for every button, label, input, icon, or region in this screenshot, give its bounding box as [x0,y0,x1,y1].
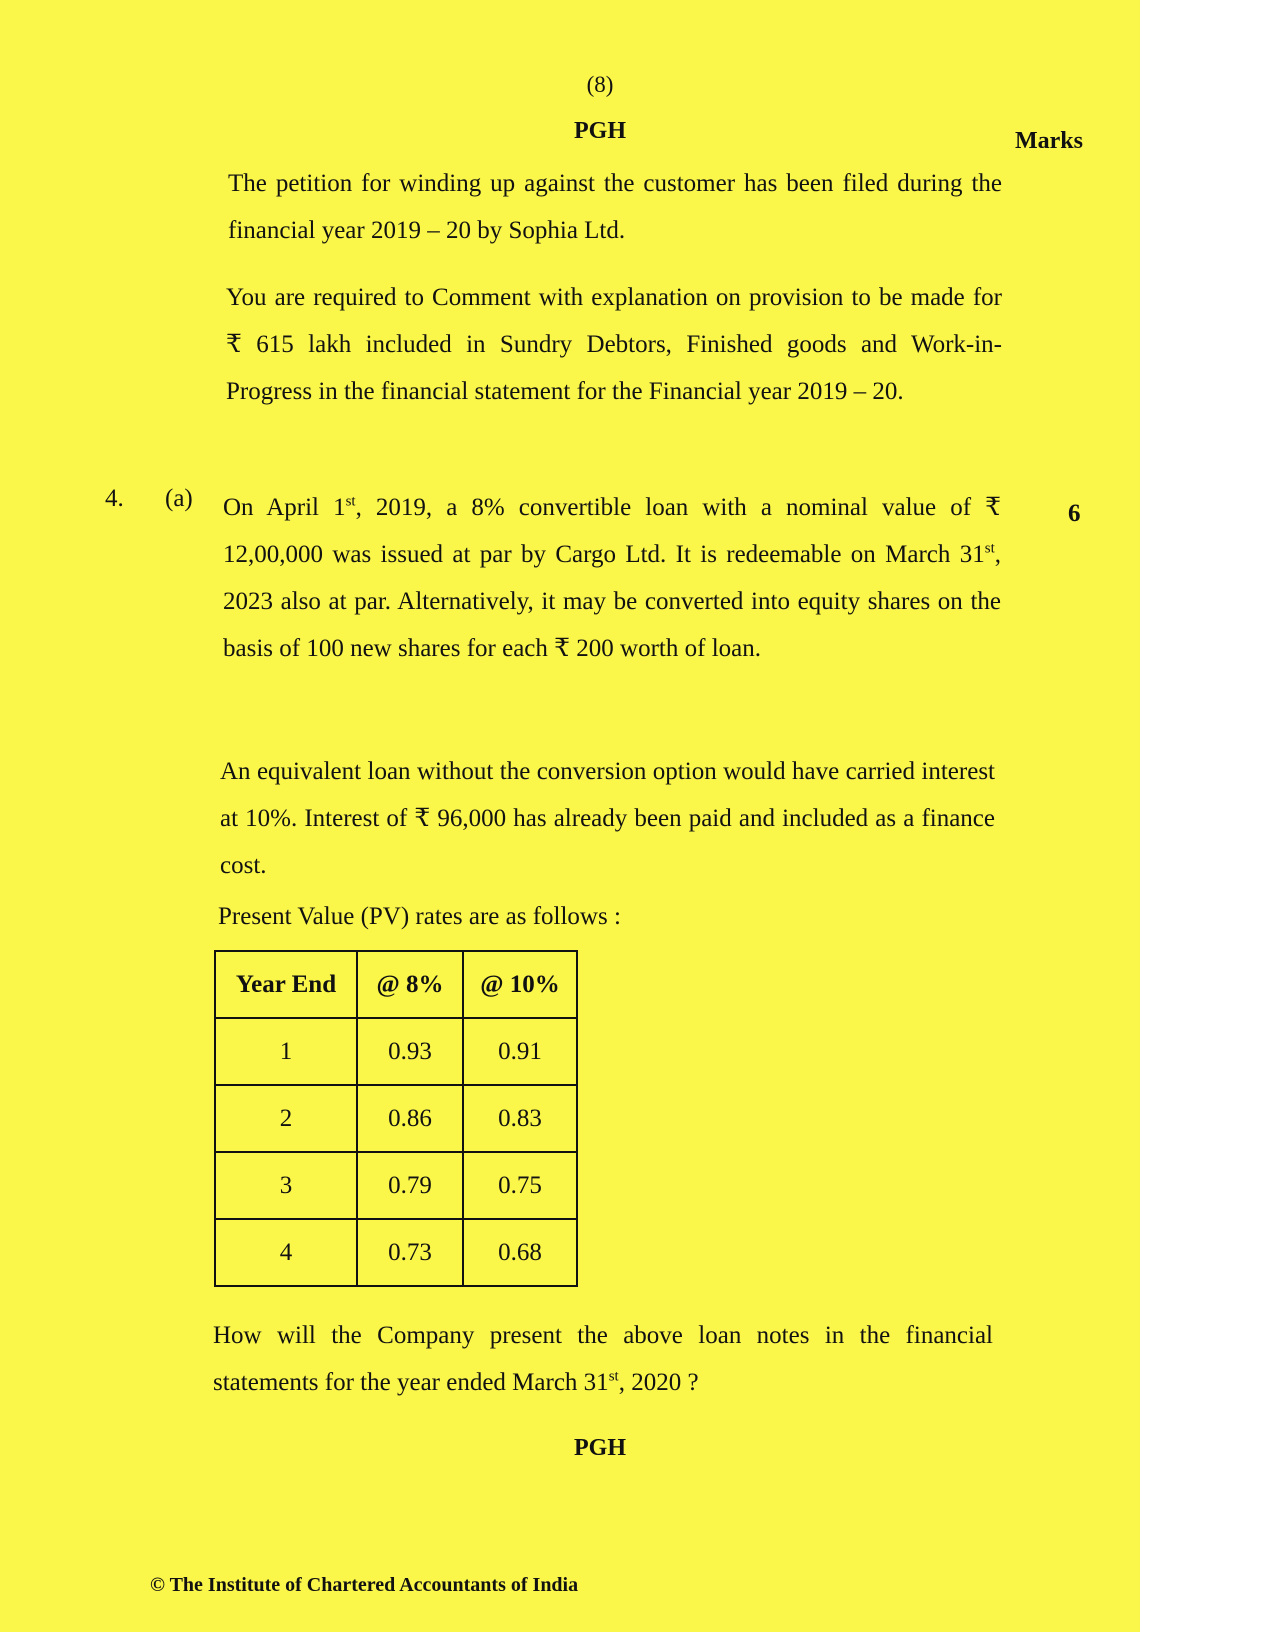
rate-8-cell: 0.73 [357,1219,463,1286]
column-header-year-end: Year End [215,951,357,1018]
question-paragraph-1 [223,484,1001,672]
pv-rates-table [214,950,578,1287]
marks-column-heading: Marks [1015,128,1083,154]
ordinal-suffix: st [984,540,995,557]
continuation-paragraph-1: The petition for winding up against the customer has been filed during the financial year 2019 – 20 by Sophia Ltd. [228,170,1002,244]
question-text-segment: , 2019, a 8% convertible loan with a nominal value of ₹ 12,00,000 was issued at par by Cargo Ltd. It is redeemable on March 31 [223,494,1002,568]
rate-10-cell: 0.91 [463,1018,577,1085]
year-cell: 3 [215,1152,357,1219]
table-row [215,1085,577,1152]
year-cell: 2 [215,1085,357,1152]
table-row [215,1219,577,1286]
rate-10-cell: 0.68 [463,1219,577,1286]
year-cell: 1 [215,1018,357,1085]
copyright-notice: © The Institute of Chartered Accountants of India [150,1574,579,1596]
rate-8-cell: 0.93 [357,1018,463,1085]
table-row [215,1018,577,1085]
question-part: (a) [165,485,193,512]
question-text-segment: On April 1 [223,494,346,521]
question-number: 4. [105,485,124,512]
page-number: (8) [586,72,614,97]
question-text-segment: , 2023 also at par. Alternatively, it may be converted into equity shares on the basis of 100 new shares for each ₹ 200 worth of loan. [223,541,1001,662]
ordinal-suffix: st [608,1368,619,1385]
question-text-segment: , 2020 ? [618,1369,699,1396]
ordinal-suffix: st [345,493,356,510]
column-header-rate-10: @ 10% [463,951,577,1018]
question-marks: 6 [1068,500,1081,527]
year-cell: 4 [215,1219,357,1286]
footer-paper-code: PGH [574,1435,626,1461]
rate-8-cell: 0.79 [357,1152,463,1219]
column-header-rate-8: @ 8% [357,951,463,1018]
question-closing-paragraph [213,1312,993,1406]
rate-10-cell: 0.83 [463,1085,577,1152]
pv-rates-intro: Present Value (PV) rates are as follows : [218,903,621,930]
table-row [215,1152,577,1219]
question-paragraph-2: An equivalent loan without the conversion option would have carried interest at 10%. Interest of ₹ 96,000 has already been paid and included as a finance cost. [220,758,995,879]
rate-10-cell: 0.75 [463,1152,577,1219]
header-paper-code: PGH [574,118,626,144]
continuation-paragraph-2: You are required to Comment with explanation on provision to be made for ₹ 615 lakh included in Sundry Debtors, Finished goods and Work-in-Progress in the financial statement for the Financial year 2019 – 20. [226,284,1002,405]
rate-8-cell: 0.86 [357,1085,463,1152]
table-header-row [215,951,577,1018]
question-text-segment: How will the Company present the above loan notes in the financial statements for the year ended March 31 [213,1322,993,1396]
